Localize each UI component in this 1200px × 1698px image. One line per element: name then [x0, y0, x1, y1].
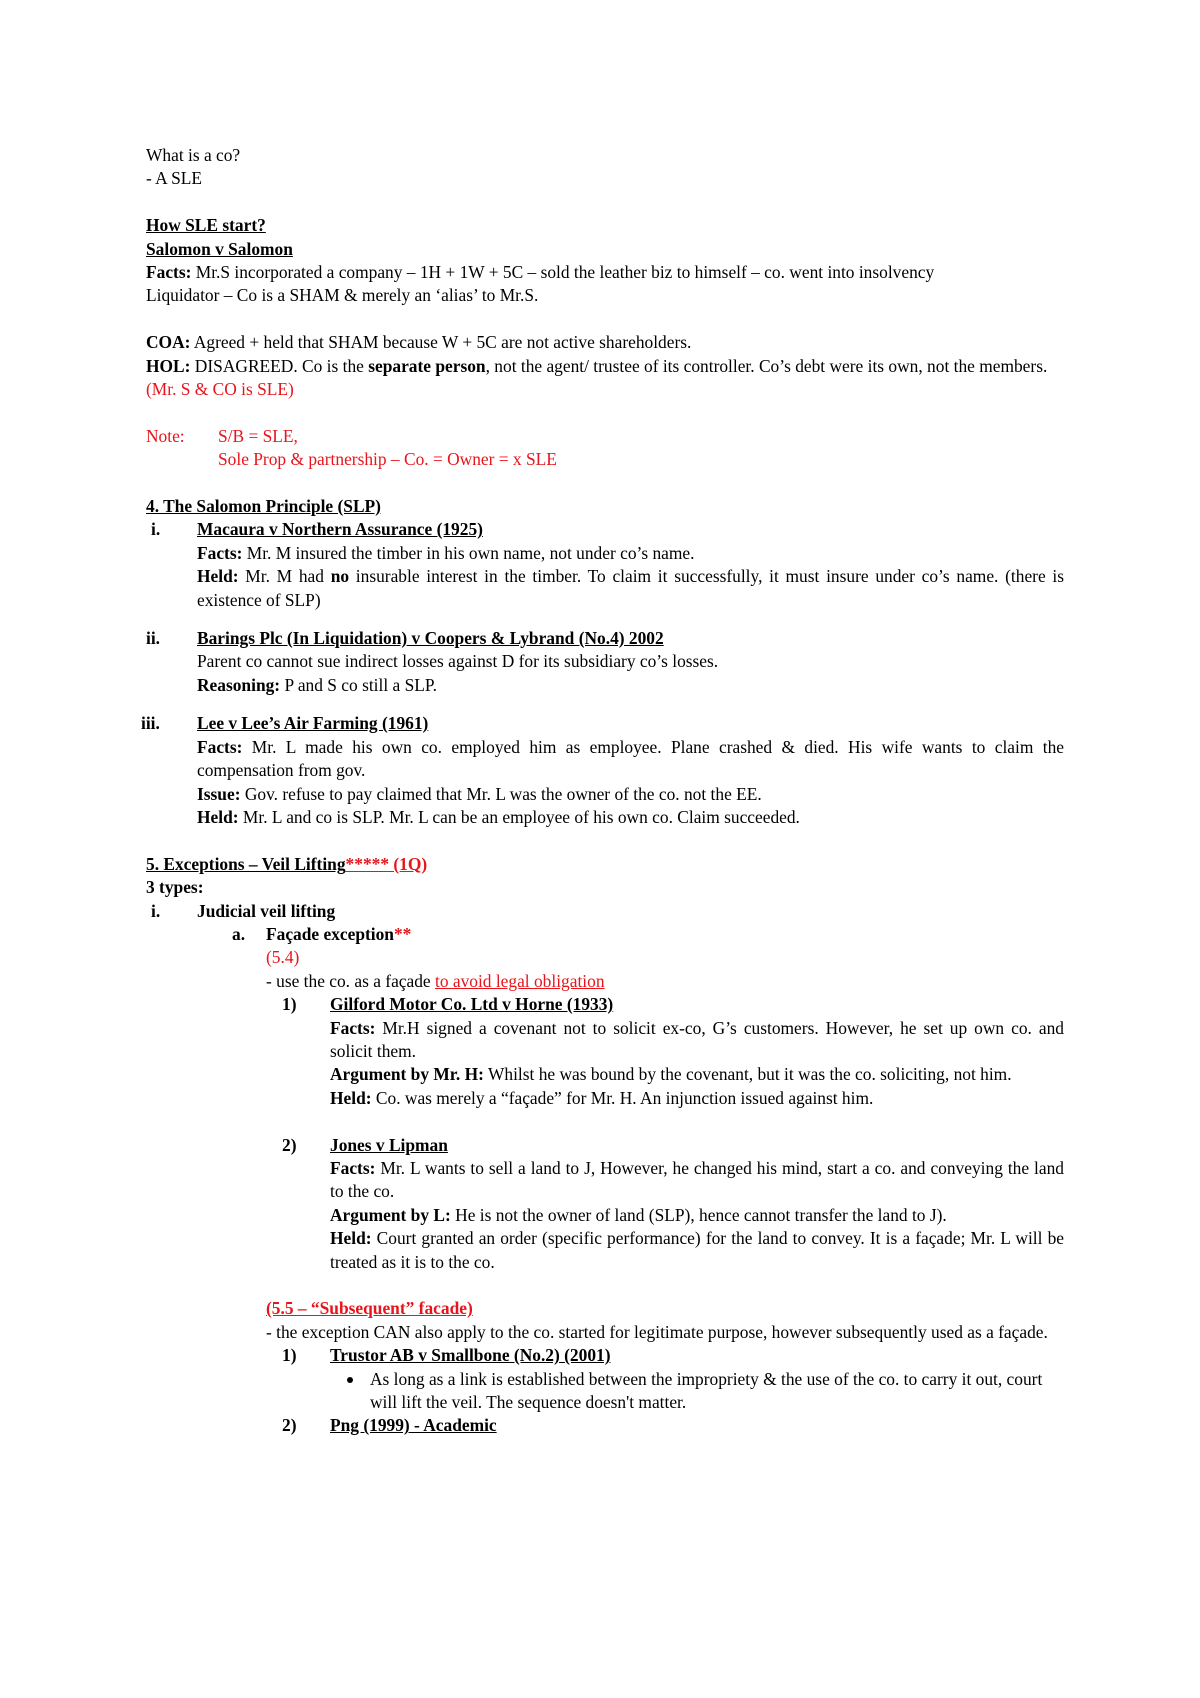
case-held: Held: Court granted an order (specific performance) for the land to convey. It is a façade; Mr. L will be treated as it is to the co. — [330, 1228, 1064, 1272]
case-reasoning: Reasoning: P and S co still a SLP. — [197, 674, 437, 695]
case-argument: Argument by Mr. H: Whilst he was bound by the covenant, but it was the co. soliciting, not him. — [330, 1064, 1012, 1085]
case-argument: Argument by L: He is not the owner of land (SLP), hence cannot transfer the land to J). — [330, 1204, 947, 1225]
case-bullet: As long as a link is established between the impropriety & the use of the co. to carry it out, court will lift the veil. The sequence doesn't matter. — [330, 1368, 1064, 1415]
note-line-2: Sole Prop & partnership – Co. = Owner = x SLE — [218, 449, 557, 470]
facade-ref: (5.4) — [266, 947, 300, 968]
list-number: 1) — [282, 1345, 297, 1366]
case-title: Trustor AB v Smallbone (No.2) (2001) — [330, 1345, 611, 1366]
case-facts: Facts: Mr. M insured the timber in his own name, not under co’s name. — [197, 542, 695, 563]
salomon-liquidator: Liquidator – Co is a SHAM & merely an ‘alias’ to Mr.S. — [146, 285, 539, 306]
slp-case-lee — [141, 712, 1064, 829]
document-body — [141, 144, 1064, 1438]
list-number: 2) — [282, 1134, 297, 1155]
slp-case-barings — [146, 627, 1064, 697]
judicial-veil-lifting: i. Judicial veil lifting — [146, 900, 1064, 923]
facade-case-gilford — [146, 993, 1064, 1110]
facade-case-jones — [146, 1134, 1064, 1274]
list-number: a. — [232, 923, 246, 944]
list-number: i. — [151, 900, 161, 921]
case-facts: Facts: Mr. L made his own co. employed him as employee. Plane crashed & died. His wife wants to claim the compensation from gov. — [197, 736, 1064, 781]
case-held: Held: Mr. M had no insurable interest in the timber. To claim it successfully, it must insure under co’s name. (there is existence of SLP) — [197, 566, 1064, 610]
slp-heading: 4. The Salomon Principle (SLP) — [146, 496, 381, 517]
case-title: Gilford Motor Co. Ltd v Horne (1933) — [330, 994, 614, 1015]
case-held: Held: Mr. L and co is SLP. Mr. L can be an employee of his own co. Claim succeeded. — [197, 806, 800, 827]
sub-case-png — [146, 1414, 1064, 1437]
salomon-hol: HOL: DISAGREED. Co is the separate person, not the agent/ trustee of its controller. Co’s debt were its own, not the members. (Mr. S & CO is SLE) — [146, 355, 1048, 400]
case-title: Macaura v Northern Assurance (1925) — [197, 519, 483, 540]
case-title: Jones v Lipman — [330, 1134, 448, 1155]
facade-use: - use the co. as a façade to avoid legal obligation — [266, 970, 605, 991]
case-line: Parent co cannot sue indirect losses against D for its subsidiary co’s losses. — [197, 651, 719, 672]
types-label: 3 types: — [146, 877, 204, 898]
list-number: 2) — [282, 1415, 297, 1436]
list-number: ii. — [146, 628, 161, 649]
bullet-icon — [347, 1377, 353, 1383]
salomon-facts: Facts: Mr.S incorporated a company – 1H + 1W + 5C – sold the leather biz to himself – co. went into insolvency — [146, 262, 935, 283]
subsequent-text: - the exception CAN also apply to the co. started for legitimate purpose, however subsequently used as a façade. — [266, 1321, 1048, 1342]
case-title: Barings Plc (In Liquidation) v Coopers & Lybrand (No.4) 2002 — [197, 628, 664, 649]
case-facts: Facts: Mr. L wants to sell a land to J, However, he changed his mind, start a co. and conveying the land to the co. — [330, 1157, 1064, 1202]
salomon-coa: COA: Agreed + held that SHAM because W + 5C are not active shareholders. — [146, 332, 692, 353]
intro-answer: - A SLE — [146, 168, 203, 189]
intro-question: What is a co? — [146, 145, 241, 165]
exceptions-heading: 5. Exceptions – Veil Lifting***** (1Q) — [146, 853, 428, 874]
slp-case-macaura — [146, 518, 1064, 612]
subsequent-facade — [146, 1297, 1064, 1344]
case-issue: Issue: Gov. refuse to pay claimed that Mr. L was the owner of the co. not the EE. — [197, 783, 762, 804]
case-facts: Facts: Mr.H signed a covenant not to solicit ex-co, G’s customers. However, he set up own co. and solicit them. — [330, 1017, 1064, 1061]
note-line-1: Note: S/B = SLE, — [146, 425, 298, 446]
case-title: Lee v Lee’s Air Farming (1961) — [197, 713, 429, 734]
list-number: 1) — [282, 994, 297, 1015]
list-number: i. — [151, 519, 161, 540]
salomon-case-title: Salomon v Salomon — [146, 238, 293, 259]
sub-case-trustor — [146, 1344, 1064, 1414]
facade-exception: a. Façade exception** (5.4) - use the co. as a façade to avoid legal obligation — [146, 923, 1064, 993]
subsequent-heading: (5.5 – “Subsequent” facade) — [266, 1298, 473, 1319]
list-number: iii. — [141, 713, 160, 734]
case-title: Png (1999) - Academic — [330, 1415, 497, 1436]
case-held: Held: Co. was merely a “façade” for Mr. H. An injunction issued against him. — [330, 1087, 874, 1108]
sle-heading: How SLE start? — [146, 215, 266, 236]
